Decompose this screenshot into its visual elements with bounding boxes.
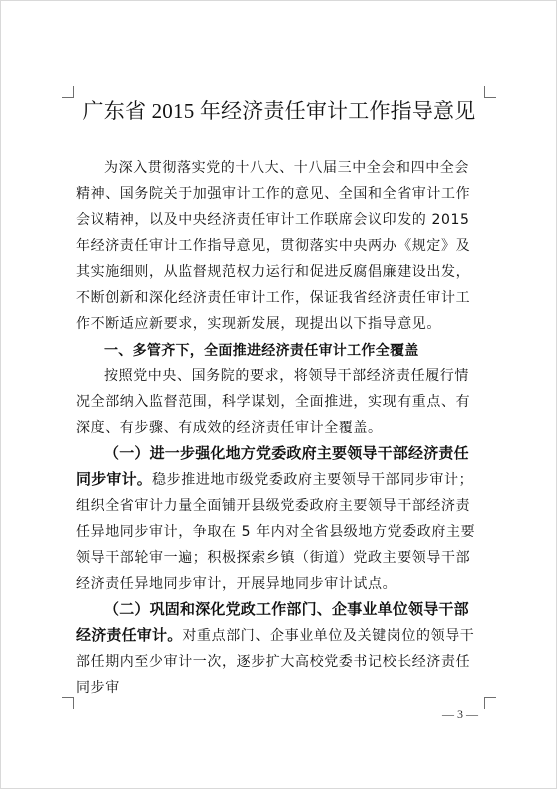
subsection-1 xyxy=(76,441,482,597)
crop-mark-top-right xyxy=(484,86,496,98)
document-title: 广东省 2015 年经济责任审计工作指导意见 xyxy=(82,99,476,123)
page-number: — 3 — xyxy=(442,707,478,721)
subsection-2 xyxy=(76,597,482,701)
document-body xyxy=(76,155,482,701)
subsection-2-text: 对重点部门、企事业单位及关键岗位的领导干部任期内至少审计一次，逐步扩大高校党委书记校长经济责任同步审 xyxy=(76,628,475,697)
subsection-1-text: 稳步推进地市级党委政府主要领导干部同步审计；组织全省审计力量全面铺开县级党委政府主要领导干部经济责任异地同步审计，争取在 5 年内对全省县级地方党委政府主要领导干部轮审一遍；积极探索乡镇（街道）党政主要领导干部经济责任异地同步审计，开展异地同步审计试点。 xyxy=(76,472,476,593)
section-1-paragraph: 按照党中央、国务院的要求，将领导干部经济责任履行情况全部纳入监督范围，科学谋划，全面推进，实现有重点、有深度、有步骤、有成效的经济责任审计全覆盖。 xyxy=(76,368,471,437)
crop-mark-bottom-right xyxy=(484,697,496,709)
subsection-2-title: （二）巩固和深化党政工作部门、企事业单位领导干部经济责任审计。 xyxy=(76,601,469,645)
document-content xyxy=(76,88,482,701)
intro-paragraph: 为深入贯彻落实党的十八大、十八届三中全会和四中全会精神、国务院关于加强审计工作的意见、全国和全省审计工作会议精神，以及中央经济责任审计工作联席会议印发的 2015 年经济责任审计工作指导意见，贯彻落实中央两办《规定》及其实施细则，从监督规范权力运行和促进反腐倡廉建设出发，不断创新和深化经济责任审计工作，保证我省经济责任审计工作不断适应新要求，实现新发展，现提出以下指导意见。 xyxy=(76,160,471,333)
section-heading-1: 一、多管齐下，全面推进经济责任审计工作全覆盖 xyxy=(104,342,419,359)
crop-mark-top-left xyxy=(62,86,74,98)
subsection-1-title: （一）进一步强化地方党委政府主要领导干部经济责任同步审计。 xyxy=(76,445,469,489)
